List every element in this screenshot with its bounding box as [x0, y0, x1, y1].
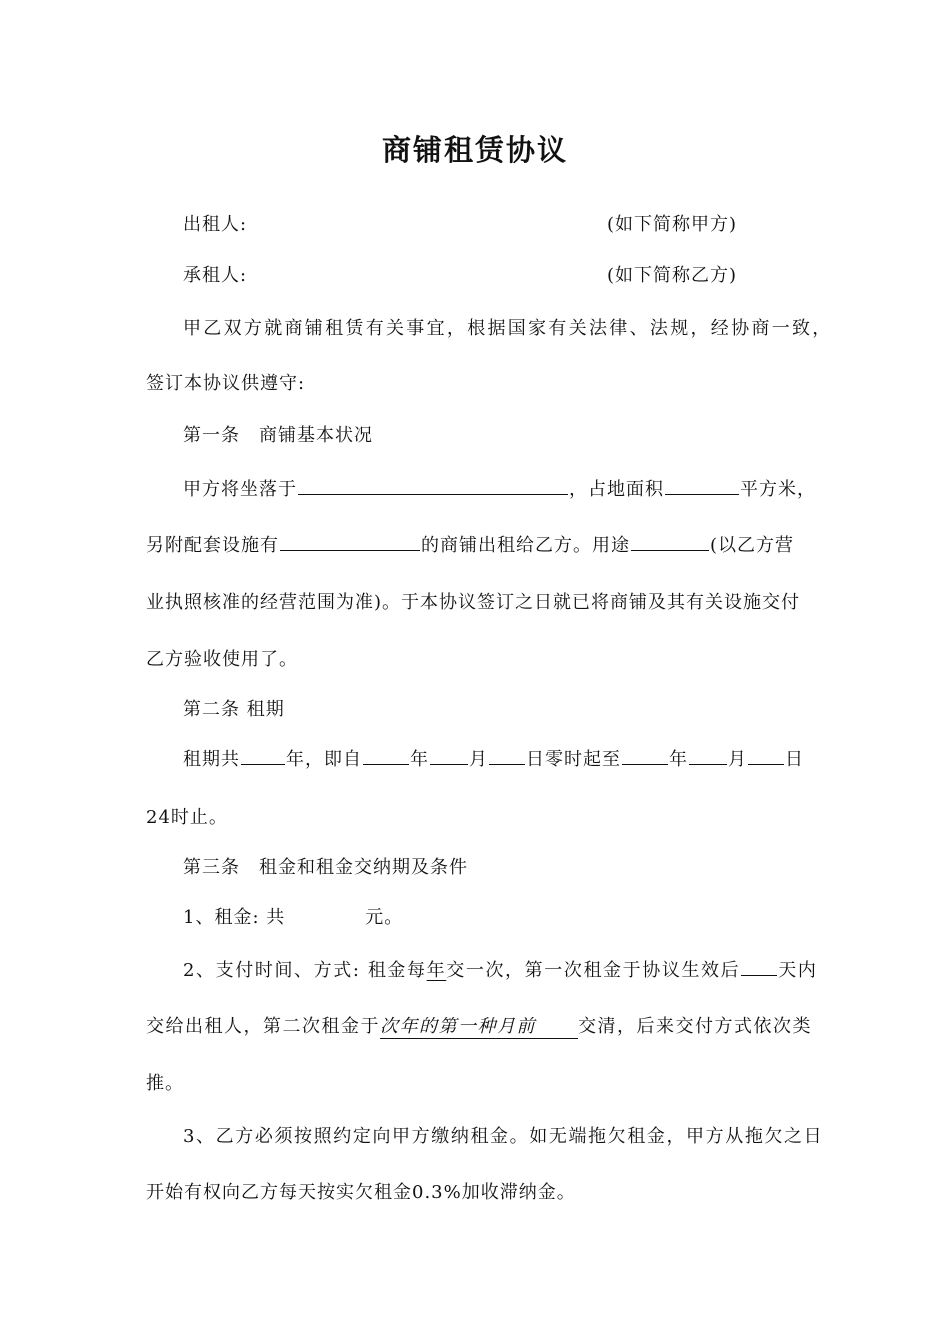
- location-blank[interactable]: [298, 476, 568, 495]
- article-3-text: 交清，后来交付方式依次类: [578, 1016, 812, 1037]
- payment-days-blank[interactable]: [741, 957, 777, 976]
- article-3-text: 交一次，第一次租金于协议生效后: [446, 960, 741, 981]
- article-3-text: 元。: [365, 907, 404, 928]
- article-1-heading: 第一条 商铺基本状况: [183, 425, 373, 446]
- end-year-blank[interactable]: [622, 746, 668, 765]
- start-day-blank[interactable]: [489, 746, 525, 765]
- article-1-paragraph-1: [183, 476, 816, 503]
- document-title: 商铺租赁协议: [381, 133, 568, 167]
- article-3-payment-line-2: [146, 1014, 812, 1040]
- facilities-blank[interactable]: [280, 532, 420, 551]
- article-2-text: 日: [785, 749, 804, 770]
- article-1-text: 平方米，: [740, 479, 816, 500]
- article-3-payment-line: [183, 957, 817, 984]
- lessor-label: 出租人:: [183, 214, 248, 235]
- article-1-paragraph-2: [146, 532, 794, 559]
- article-2-text: 年，即自: [286, 749, 362, 770]
- article-2-text: 年: [410, 749, 429, 770]
- article-1-text: 另附配套设施有: [146, 535, 279, 556]
- article-1-text: 甲方将坐落于: [183, 479, 297, 500]
- article-2-heading: 第二条 租期: [183, 699, 285, 720]
- term-years-blank[interactable]: [241, 746, 285, 765]
- article-3-late-fee-line-1: 3、乙方必须按照约定向甲方缴纳租金。如无端拖欠租金，甲方从拖欠之日: [183, 1126, 824, 1147]
- article-3-text: 2、支付时间、方式: 租金每: [183, 960, 427, 981]
- area-blank[interactable]: [665, 476, 739, 495]
- article-3-heading: 第三条 租金和租金交纳期及条件: [183, 857, 468, 878]
- article-3-text: 交给出租人，第二次租金于: [146, 1016, 380, 1037]
- intro-line-1: 甲乙双方就商铺租赁有关事宜，根据国家有关法律、法规，经协商一致，: [183, 318, 833, 339]
- article-1-paragraph-3: 业执照核准的经营范围为准)。于本协议签订之日就已将商铺及其有关设施交付: [146, 592, 801, 613]
- lessor-note: (如下简称甲方): [607, 214, 738, 235]
- article-2-end: 24时止。: [146, 807, 228, 828]
- end-day-blank[interactable]: [748, 746, 784, 765]
- article-3-text: 1、租金: 共: [183, 907, 286, 928]
- article-1-text: (以乙方营: [710, 535, 795, 556]
- lessee-note: (如下简称乙方): [607, 265, 738, 286]
- article-1-paragraph-4: 乙方验收使用了。: [146, 649, 298, 670]
- article-2-text: 日零时起至: [526, 749, 621, 770]
- article-1-text: ，占地面积: [569, 479, 664, 500]
- article-2-text: 月: [728, 749, 747, 770]
- article-2-text: 月: [469, 749, 488, 770]
- article-2-text: 租期共: [183, 749, 240, 770]
- article-2-text: 年: [669, 749, 688, 770]
- article-3-late-fee-line-2: 开始有权向乙方每天按实欠租金0.3%加收滞纳金。: [146, 1182, 576, 1203]
- second-payment-fill: 次年的第一种月前: [380, 1016, 578, 1039]
- article-3-text: 天内: [778, 960, 818, 981]
- payment-period-fill: 年: [426, 960, 447, 981]
- intro-line-2: 签订本协议供遵守:: [146, 373, 306, 394]
- start-year-blank[interactable]: [363, 746, 409, 765]
- article-2-term-line: [183, 746, 804, 773]
- article-3-payment-line-3: 推。: [146, 1073, 184, 1094]
- end-month-blank[interactable]: [689, 746, 727, 765]
- usage-blank[interactable]: [631, 532, 709, 551]
- lessee-label: 承租人:: [183, 265, 248, 286]
- article-1-text: 的商铺出租给乙方。用途: [421, 535, 630, 556]
- article-3-rent-line: [183, 905, 403, 931]
- start-month-blank[interactable]: [430, 746, 468, 765]
